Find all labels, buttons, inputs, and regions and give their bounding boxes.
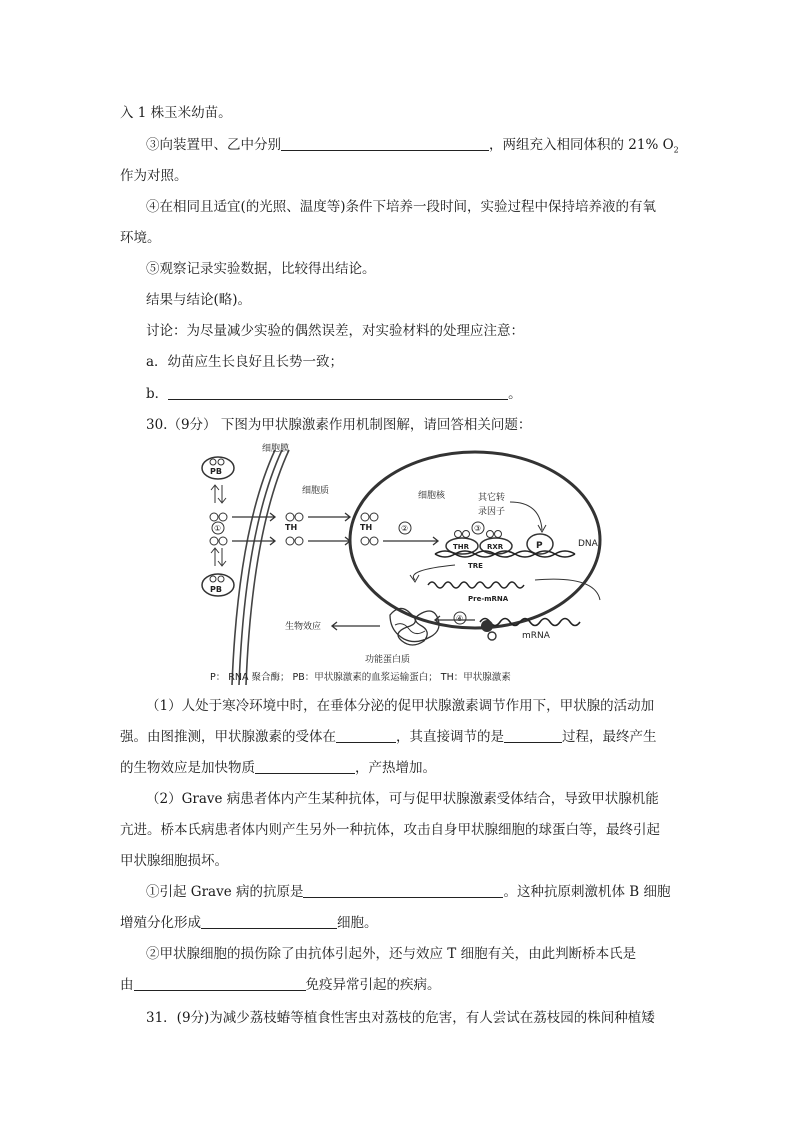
answer-blank[interactable] — [281, 136, 489, 151]
answer-blank[interactable] — [504, 728, 562, 743]
arrow — [308, 537, 350, 545]
text-line — [146, 385, 522, 403]
hormone-molecule — [295, 537, 303, 545]
text-line — [146, 322, 524, 340]
text: ⑤观察记录实验数据，比较得出结论。 — [146, 261, 376, 277]
pre-mrna-label: Pre-mRNA — [468, 595, 509, 603]
arrow — [535, 579, 600, 600]
arrow — [332, 622, 380, 630]
text: 细胞。 — [337, 915, 378, 931]
pre-mrna-strand — [428, 582, 524, 588]
text-line — [120, 852, 228, 870]
hormone-molecule — [295, 513, 303, 521]
nucleus-label: 细胞核 — [418, 491, 446, 501]
text: 亢进。桥本氏病患者体内则产生另外一种抗体，攻击自身甲状腺细胞的球蛋白等，最终引起 — [120, 822, 660, 838]
text: 甲状腺细胞损坏。 — [120, 853, 228, 869]
functional-protein — [390, 608, 439, 645]
hormone-molecule — [218, 576, 224, 582]
arrow — [218, 485, 226, 503]
hormone-molecule — [455, 531, 462, 538]
text: ，其直接调节的是 — [396, 729, 504, 745]
hormone-molecule — [370, 513, 378, 521]
step-number: ① — [214, 524, 222, 533]
thyroid-hormone-mechanism-diagram — [190, 440, 610, 685]
hormone-molecule — [495, 531, 502, 538]
hormone-molecule — [219, 513, 227, 521]
text-line — [120, 167, 188, 185]
question-heading — [146, 416, 531, 434]
membrane-label: 细胞膜 — [262, 444, 290, 454]
text: ①引起 Grave 病的抗原是 — [146, 884, 304, 900]
answer-blank[interactable] — [201, 914, 337, 929]
th-label: TH — [285, 523, 298, 532]
protein-label: 功能蛋白质 — [365, 655, 411, 665]
other-tf-label: 其它转 — [478, 493, 506, 503]
hormone-molecule — [361, 537, 369, 545]
arrow — [218, 548, 226, 566]
step-number: ④ — [456, 614, 464, 623]
ribosome — [488, 632, 496, 640]
text: ②甲状腺细胞的损伤除了由抗体引起外，还与效应 T 细胞有关，由此判断桥本氏是 — [146, 946, 637, 962]
hormone-molecule — [286, 537, 294, 545]
arrow — [308, 513, 350, 521]
text: 的生物效应是加快物质 — [120, 760, 255, 776]
hormone-molecule — [210, 576, 216, 582]
text-line — [120, 976, 441, 994]
text-line — [120, 914, 378, 932]
rxr-label: RXR — [487, 543, 504, 551]
answer-blank[interactable] — [303, 883, 503, 898]
arrow — [510, 502, 546, 532]
text: 。这种抗原刺激机体 B 细胞 — [503, 884, 671, 900]
dna-label: DNA — [578, 539, 598, 549]
text-line — [120, 229, 161, 247]
text: 免疫异常引起的疾病。 — [305, 977, 441, 993]
mrna-label: mRNA — [522, 631, 550, 641]
hormone-molecule — [487, 531, 494, 538]
arrow — [211, 485, 219, 503]
text: 。 — [508, 386, 522, 402]
subscript: 2 — [673, 145, 679, 155]
hormone-molecule — [463, 531, 470, 538]
text-line — [146, 198, 656, 216]
hormone-molecule — [218, 459, 224, 465]
text: 31．(9分)为减少荔枝蝽等植食性害虫对荔枝的危害，有人尝试在荔枝园的株间种植矮 — [146, 1010, 655, 1026]
text: 30.（9分） 下图为甲状腺激素作用机制图解，请回答相关问题： — [146, 417, 532, 433]
text: 作为对照。 — [120, 168, 188, 184]
th-label: TH — [360, 523, 373, 532]
membrane-line — [246, 450, 289, 685]
text: （2）Grave 病患者体内产生某种抗体，可与促甲状腺激素受体结合，导致甲状腺机能 — [146, 791, 659, 807]
arrow — [211, 548, 219, 566]
question-heading — [146, 1009, 655, 1027]
thr-label: THR — [453, 543, 470, 551]
text: b． — [146, 386, 169, 402]
hormone-molecule — [210, 459, 216, 465]
answer-blank[interactable] — [336, 728, 396, 743]
text: 由 — [120, 977, 134, 993]
arrow — [410, 575, 419, 582]
text-line — [146, 136, 679, 160]
text: 强。由图推测，甲状腺激素的受体在 — [120, 729, 336, 745]
answer-blank[interactable] — [168, 385, 508, 400]
text: ，产热增加。 — [355, 760, 436, 776]
hormone-molecule — [210, 537, 218, 545]
text-line — [146, 291, 251, 309]
text: 环境。 — [120, 230, 161, 246]
text: ④在相同且适宜(的光照、温度等)条件下培养一段时间，实验过程中保持培养液的有氧 — [146, 199, 657, 215]
text: 入 1 株玉米幼苗。 — [120, 105, 232, 121]
text-line — [120, 821, 660, 839]
text-line — [146, 945, 636, 963]
cytoplasm-label: 细胞质 — [302, 486, 330, 496]
tre-label: TRE — [468, 562, 483, 570]
text-line — [146, 883, 671, 901]
text: ，两组充入相同体积的 21% O — [489, 137, 674, 153]
text: 过程，最终产生 — [562, 729, 657, 745]
arrow — [413, 565, 455, 580]
text-line — [120, 104, 232, 122]
hormone-molecule — [219, 537, 227, 545]
step-number: ③ — [474, 524, 482, 533]
hormone-molecule — [370, 537, 378, 545]
text: 讨论：为尽量减少实验的偶然误差，对实验材料的处理应注意： — [146, 323, 524, 339]
hormone-molecule — [361, 513, 369, 521]
step-number: ② — [401, 524, 409, 533]
pb-label: PB — [210, 585, 222, 594]
polymerase-label: P — [536, 541, 543, 551]
answer-blank[interactable] — [255, 759, 355, 774]
text-line — [120, 759, 436, 777]
text-line — [146, 260, 376, 278]
text-line — [146, 697, 654, 715]
text: ③向装置甲、乙中分别 — [146, 137, 281, 153]
hormone-molecule — [210, 513, 218, 521]
ribosome — [481, 620, 493, 632]
text-line — [146, 353, 343, 371]
text: 结果与结论(略)。 — [146, 292, 252, 308]
hormone-molecule — [286, 513, 294, 521]
arrow — [383, 537, 438, 545]
text-line — [146, 790, 659, 808]
other-tf-label: 录因子 — [478, 507, 506, 517]
pb-label: PB — [210, 467, 222, 476]
answer-blank[interactable] — [134, 976, 306, 991]
effect-label: 生物效应 — [285, 622, 322, 632]
text: 增殖分化形成 — [120, 915, 201, 931]
figure-legend: P： RNA 聚合酶； PB：甲状腺激素的血浆运输蛋白； TH：甲状腺激素 — [210, 672, 511, 683]
text: （1）人处于寒冷环境中时，在垂体分泌的促甲状腺激素调节作用下，甲状腺的活动加 — [146, 698, 655, 714]
text: a．幼苗应生长良好且长势一致； — [146, 354, 344, 370]
text-line — [120, 728, 657, 746]
